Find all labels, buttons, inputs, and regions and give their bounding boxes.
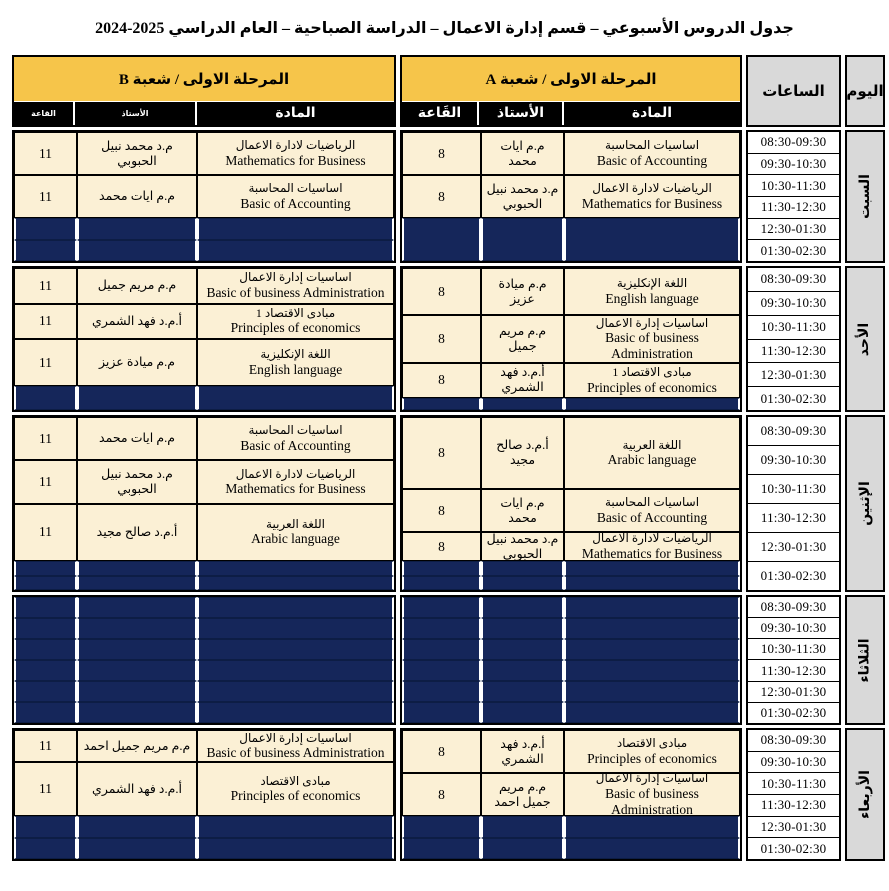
empty-slot-cell [402,681,481,702]
empty-slot-cell [481,618,564,639]
empty-slot-cell [402,639,481,660]
time-slot-group [746,595,841,725]
empty-slot-cell [481,639,564,660]
course-subject-english: Principles of economics [230,788,361,804]
empty-slot-cell [564,660,740,681]
empty-slot-cell [197,639,394,660]
time-slot-cell: 09:30-10:30 [748,292,839,315]
course-subject-arabic: الرياضيات لادارة الاعمال [235,138,356,153]
time-slot-cell: 12:30-01:30 [748,682,839,702]
course-subject-arabic: اساسيات المحاسبة [604,495,700,510]
empty-slot-cell [402,660,481,681]
course-subject-cell [197,417,394,460]
time-slot-cell: 11:30-12:30 [748,197,839,218]
empty-slot-cell [14,576,77,590]
course-subject-cell [197,460,394,503]
section-a-subheader [402,101,740,125]
course-subject-english: Arabic language [607,452,697,468]
empty-slot-cell [481,660,564,681]
course-instructor-cell: م.د محمد نبيل الحبوبي [481,532,564,561]
course-subject-arabic: اساسيات إدارة الاعمال [595,315,709,330]
empty-slot-cell [402,218,481,261]
section-b-day-grid [12,130,396,263]
empty-slot-cell [564,597,740,618]
course-subject-arabic: مبادى الاقتصاد 1 [255,305,336,320]
empty-slot-cell [77,702,197,723]
course-instructor-cell: أ.م.د فهد الشمري [481,363,564,399]
empty-slot-cell [14,838,77,860]
course-subject-english: English language [248,361,343,377]
empty-slot-cell [564,561,740,575]
empty-slot-cell [197,240,394,262]
empty-slot-cell [14,681,77,702]
empty-slot-cell [14,618,77,639]
timetable [12,55,885,861]
course-instructor-cell: م.د محمد نبيل الحبوبي [77,460,197,503]
empty-slot-cell [564,639,740,660]
course-instructor-cell: م.م مريم جميل [481,315,564,362]
course-room-cell: 8 [402,315,481,362]
empty-slot-cell [14,702,77,723]
course-instructor-cell: م.م ميادة عزيز [77,339,197,386]
course-instructor-cell: م.م ايات محمد [77,175,197,218]
time-slot-group [746,415,841,592]
course-subject-english: Principles of economics [230,320,361,336]
section-a-header [400,55,742,127]
course-subject-cell [197,304,394,340]
empty-slot-cell [481,838,564,860]
subject-column-header: المادة [197,102,394,125]
course-subject-arabic: مبادى الاقتصاد [616,736,688,751]
course-subject-arabic: اللغة الإنكليزية [616,276,688,291]
time-slot-cell: 11:30-12:30 [748,504,839,532]
empty-slot-cell [402,398,481,410]
course-subject-cell [564,417,740,489]
course-subject-english: Basic of business Administration [206,284,385,300]
empty-slot-cell [481,681,564,702]
course-room-cell: 8 [402,489,481,532]
empty-slot-cell [197,816,394,838]
empty-slot-cell [402,838,481,860]
empty-slot-cell [564,681,740,702]
empty-slot-cell [14,597,77,618]
empty-slot-cell [77,597,197,618]
course-room-cell: 11 [14,762,77,816]
room-column-header: القاعة [14,102,73,125]
empty-slot-cell [481,702,564,723]
time-slot-cell: 01:30-02:30 [748,387,839,410]
course-subject-arabic: الرياضيات لادارة الاعمال [592,181,712,196]
course-subject-arabic: الرياضيات لادارة الاعمال [592,532,712,546]
empty-slot-cell [481,218,564,261]
time-slot-cell: 10:30-11:30 [748,773,839,794]
course-subject-arabic: اساسيات المحاسبة [248,423,343,438]
instructor-column-header: الأستاذ [479,102,562,125]
course-instructor-cell: م.م ايات محمد [481,132,564,175]
empty-slot-cell [197,597,394,618]
time-slot-cell: 11:30-12:30 [748,660,839,680]
time-slot-cell: 08:30-09:30 [748,268,839,291]
empty-slot-cell [564,618,740,639]
empty-slot-cell [77,386,197,410]
empty-slot-cell [77,618,197,639]
empty-slot-cell [77,639,197,660]
course-subject-cell [197,132,394,175]
empty-slot-cell [564,398,740,410]
course-subject-english: Mathematics for Business [581,545,723,561]
empty-slot-cell [481,816,564,838]
section-b-day-grid [12,266,396,412]
course-instructor-cell: م.م مريم جميل احمد [481,773,564,816]
empty-slot-cell [197,386,394,410]
section-b-header [12,55,396,127]
time-slot-cell: 11:30-12:30 [748,795,839,816]
section-b-column [12,55,396,861]
course-subject-cell [197,762,394,816]
time-slot-cell: 01:30-02:30 [748,240,839,261]
empty-slot-cell [77,576,197,590]
time-slot-cell: 11:30-12:30 [748,340,839,363]
time-slot-cell: 01:30-02:30 [748,562,839,590]
time-slot-cell: 08:30-09:30 [748,597,839,617]
course-room-cell: 11 [14,339,77,386]
course-instructor-cell: أ.م.د صالح مجيد [77,504,197,562]
instructor-column-header: الأستاذ [75,102,195,125]
empty-slot-cell [77,660,197,681]
course-room-cell: 11 [14,460,77,503]
course-room-cell: 8 [402,132,481,175]
empty-slot-cell [197,838,394,860]
course-subject-english: Mathematics for Business [225,152,366,168]
course-subject-english: English language [605,290,699,306]
empty-slot-cell [197,702,394,723]
course-subject-english: Basic of Accounting [596,509,708,525]
empty-slot-cell [402,618,481,639]
empty-slot-cell [564,816,740,838]
empty-slot-cell [77,561,197,575]
empty-slot-cell [14,386,77,410]
day-cell [845,415,885,592]
section-a-day-grid [400,728,742,861]
section-a-title: المرحلة الاولى / شعبة A [402,57,740,101]
course-room-cell: 11 [14,268,77,304]
course-room-cell: 11 [14,417,77,460]
course-subject-english: Basic of Accounting [240,437,351,453]
course-subject-cell [197,268,394,304]
course-subject-arabic: اساسيات إدارة الاعمال [239,730,352,745]
page-title: جدول الدروس الأسبوعي – قسم إدارة الاعمال – الدراسة الصباحية – العام الدراسي 2025-2024 [95,20,794,37]
hours-column-header: الساعات [746,55,841,127]
course-subject-cell [564,315,740,362]
section-b-day-grid [12,415,396,592]
empty-slot-cell [14,218,77,240]
course-instructor-cell: م.م ايات محمد [77,417,197,460]
course-subject-english: Mathematics for Business [581,195,723,211]
course-subject-arabic: اللغة الإنكليزية [260,347,331,362]
course-subject-arabic: اساسيات المحاسبة [248,181,343,196]
empty-slot-cell [14,816,77,838]
course-subject-arabic: اللغة العربية [266,517,325,532]
day-name-label: الإثنين [857,481,873,526]
empty-slot-cell [77,838,197,860]
day-cell [845,130,885,263]
course-subject-cell [197,175,394,218]
empty-slot-cell [77,240,197,262]
course-subject-cell [564,268,740,315]
section-a-day-grid [400,266,742,412]
section-b-day-grid [12,595,396,725]
empty-slot-cell [564,218,740,261]
course-subject-arabic: مبادى الاقتصاد [260,773,331,788]
empty-slot-cell [77,681,197,702]
empty-slot-cell [77,218,197,240]
section-b-day-grid [12,728,396,861]
day-name-label: السبت [857,174,873,219]
course-subject-cell [564,132,740,175]
time-slot-cell: 12:30-01:30 [748,219,839,240]
course-subject-english: Basic of business Administration [605,330,699,362]
course-subject-cell [564,363,740,399]
course-subject-cell [564,175,740,218]
hours-column [746,55,841,861]
course-room-cell: 8 [402,730,481,773]
course-room-cell: 8 [402,532,481,561]
section-a-column [400,55,742,861]
time-slot-cell: 09:30-10:30 [748,752,839,773]
course-subject-cell [564,773,740,816]
course-subject-english: Principles of economics [587,750,717,766]
time-slot-group [746,266,841,412]
course-subject-english: Basic of Accounting [596,152,708,168]
day-name-label: الأحد [857,322,873,356]
course-subject-english: Basic of Accounting [240,195,351,211]
course-room-cell: 11 [14,504,77,562]
course-instructor-cell: أ.م.د فهد الشمري [481,730,564,773]
time-slot-cell: 10:30-11:30 [748,175,839,196]
time-slot-cell: 12:30-01:30 [748,817,839,838]
time-slot-cell: 09:30-10:30 [748,446,839,474]
course-subject-english: Basic of business Administration [206,745,385,761]
course-subject-arabic: اساسيات إدارة الاعمال [595,773,709,786]
section-a-day-grid [400,130,742,263]
day-column [845,55,885,861]
section-b-title: المرحلة الاولى / شعبة B [14,57,394,101]
empty-slot-cell [481,398,564,410]
course-room-cell: 8 [402,417,481,489]
course-instructor-cell: أ.م.د فهد الشمري [77,304,197,340]
empty-slot-cell [14,660,77,681]
course-subject-english: Basic of business Administration [605,785,699,816]
room-column-header: القَاعة [402,102,477,125]
time-slot-cell: 09:30-10:30 [748,154,839,175]
empty-slot-cell [14,240,77,262]
course-subject-cell [564,489,740,532]
empty-slot-cell [197,618,394,639]
empty-slot-cell [564,702,740,723]
time-slot-cell: 01:30-02:30 [748,703,839,723]
course-instructor-cell: م.م مريم جميل احمد [77,730,197,762]
course-subject-cell [197,504,394,562]
empty-slot-cell [197,561,394,575]
course-subject-arabic: اساسيات المحاسبة [604,138,700,153]
empty-slot-cell [402,576,481,590]
empty-slot-cell [402,702,481,723]
section-a-day-grid [400,595,742,725]
time-slot-cell: 01:30-02:30 [748,838,839,859]
section-a-day-grid [400,415,742,592]
time-slot-cell: 08:30-09:30 [748,132,839,153]
empty-slot-cell [197,576,394,590]
course-instructor-cell: م.م ايات محمد [481,489,564,532]
day-name-label: الأربعاء [857,770,873,819]
time-slot-group [746,728,841,861]
course-subject-english: Arabic language [251,531,340,547]
course-room-cell: 8 [402,175,481,218]
day-cell [845,266,885,412]
course-room-cell: 8 [402,268,481,315]
empty-slot-cell [481,576,564,590]
course-instructor-cell: أ.م.د صالح مجيد [481,417,564,489]
course-subject-cell [197,339,394,386]
course-instructor-cell: م.د محمد نبيل الحبوبي [481,175,564,218]
course-subject-english: Mathematics for Business [225,480,366,496]
time-slot-cell: 12:30-01:30 [748,533,839,561]
day-cell [845,595,885,725]
course-room-cell: 11 [14,304,77,340]
course-room-cell: 11 [14,175,77,218]
course-room-cell: 8 [402,773,481,816]
empty-slot-cell [402,597,481,618]
time-slot-cell: 12:30-01:30 [748,363,839,386]
time-slot-cell: 10:30-11:30 [748,475,839,503]
empty-slot-cell [402,561,481,575]
empty-slot-cell [481,597,564,618]
time-slot-cell: 10:30-11:30 [748,316,839,339]
empty-slot-cell [197,218,394,240]
course-room-cell: 11 [14,730,77,762]
empty-slot-cell [14,561,77,575]
course-room-cell: 8 [402,363,481,399]
day-cell [845,728,885,861]
course-subject-english: Principles of economics [587,379,717,395]
course-subject-cell [564,730,740,773]
empty-slot-cell [564,576,740,590]
empty-slot-cell [402,816,481,838]
time-slot-cell: 08:30-09:30 [748,417,839,445]
empty-slot-cell [481,561,564,575]
course-subject-arabic: مبادى الاقتصاد 1 [612,365,692,380]
course-room-cell: 11 [14,132,77,175]
course-instructor-cell: م.د محمد نبيل الحبوبي [77,132,197,175]
time-slot-cell: 08:30-09:30 [748,730,839,751]
empty-slot-cell [197,660,394,681]
section-b-subheader [14,101,394,125]
course-subject-arabic: اللغة العربية [622,437,682,452]
empty-slot-cell [14,639,77,660]
time-slot-group [746,130,841,263]
subject-column-header: المادة [564,102,740,125]
course-subject-arabic: اساسيات إدارة الاعمال [239,270,352,285]
empty-slot-cell [197,681,394,702]
course-subject-arabic: الرياضيات لادارة الاعمال [235,466,356,481]
course-subject-cell [564,532,740,561]
time-slot-cell: 09:30-10:30 [748,618,839,638]
course-subject-cell [197,730,394,762]
day-name-label: الثلاثاء [857,637,873,683]
course-instructor-cell: م.م مريم جميل [77,268,197,304]
course-instructor-cell: أ.م.د فهد الشمري [77,762,197,816]
empty-slot-cell [564,838,740,860]
time-slot-cell: 10:30-11:30 [748,639,839,659]
day-column-header: اليوم [845,55,885,127]
course-instructor-cell: م.م ميادة عزيز [481,268,564,315]
empty-slot-cell [77,816,197,838]
